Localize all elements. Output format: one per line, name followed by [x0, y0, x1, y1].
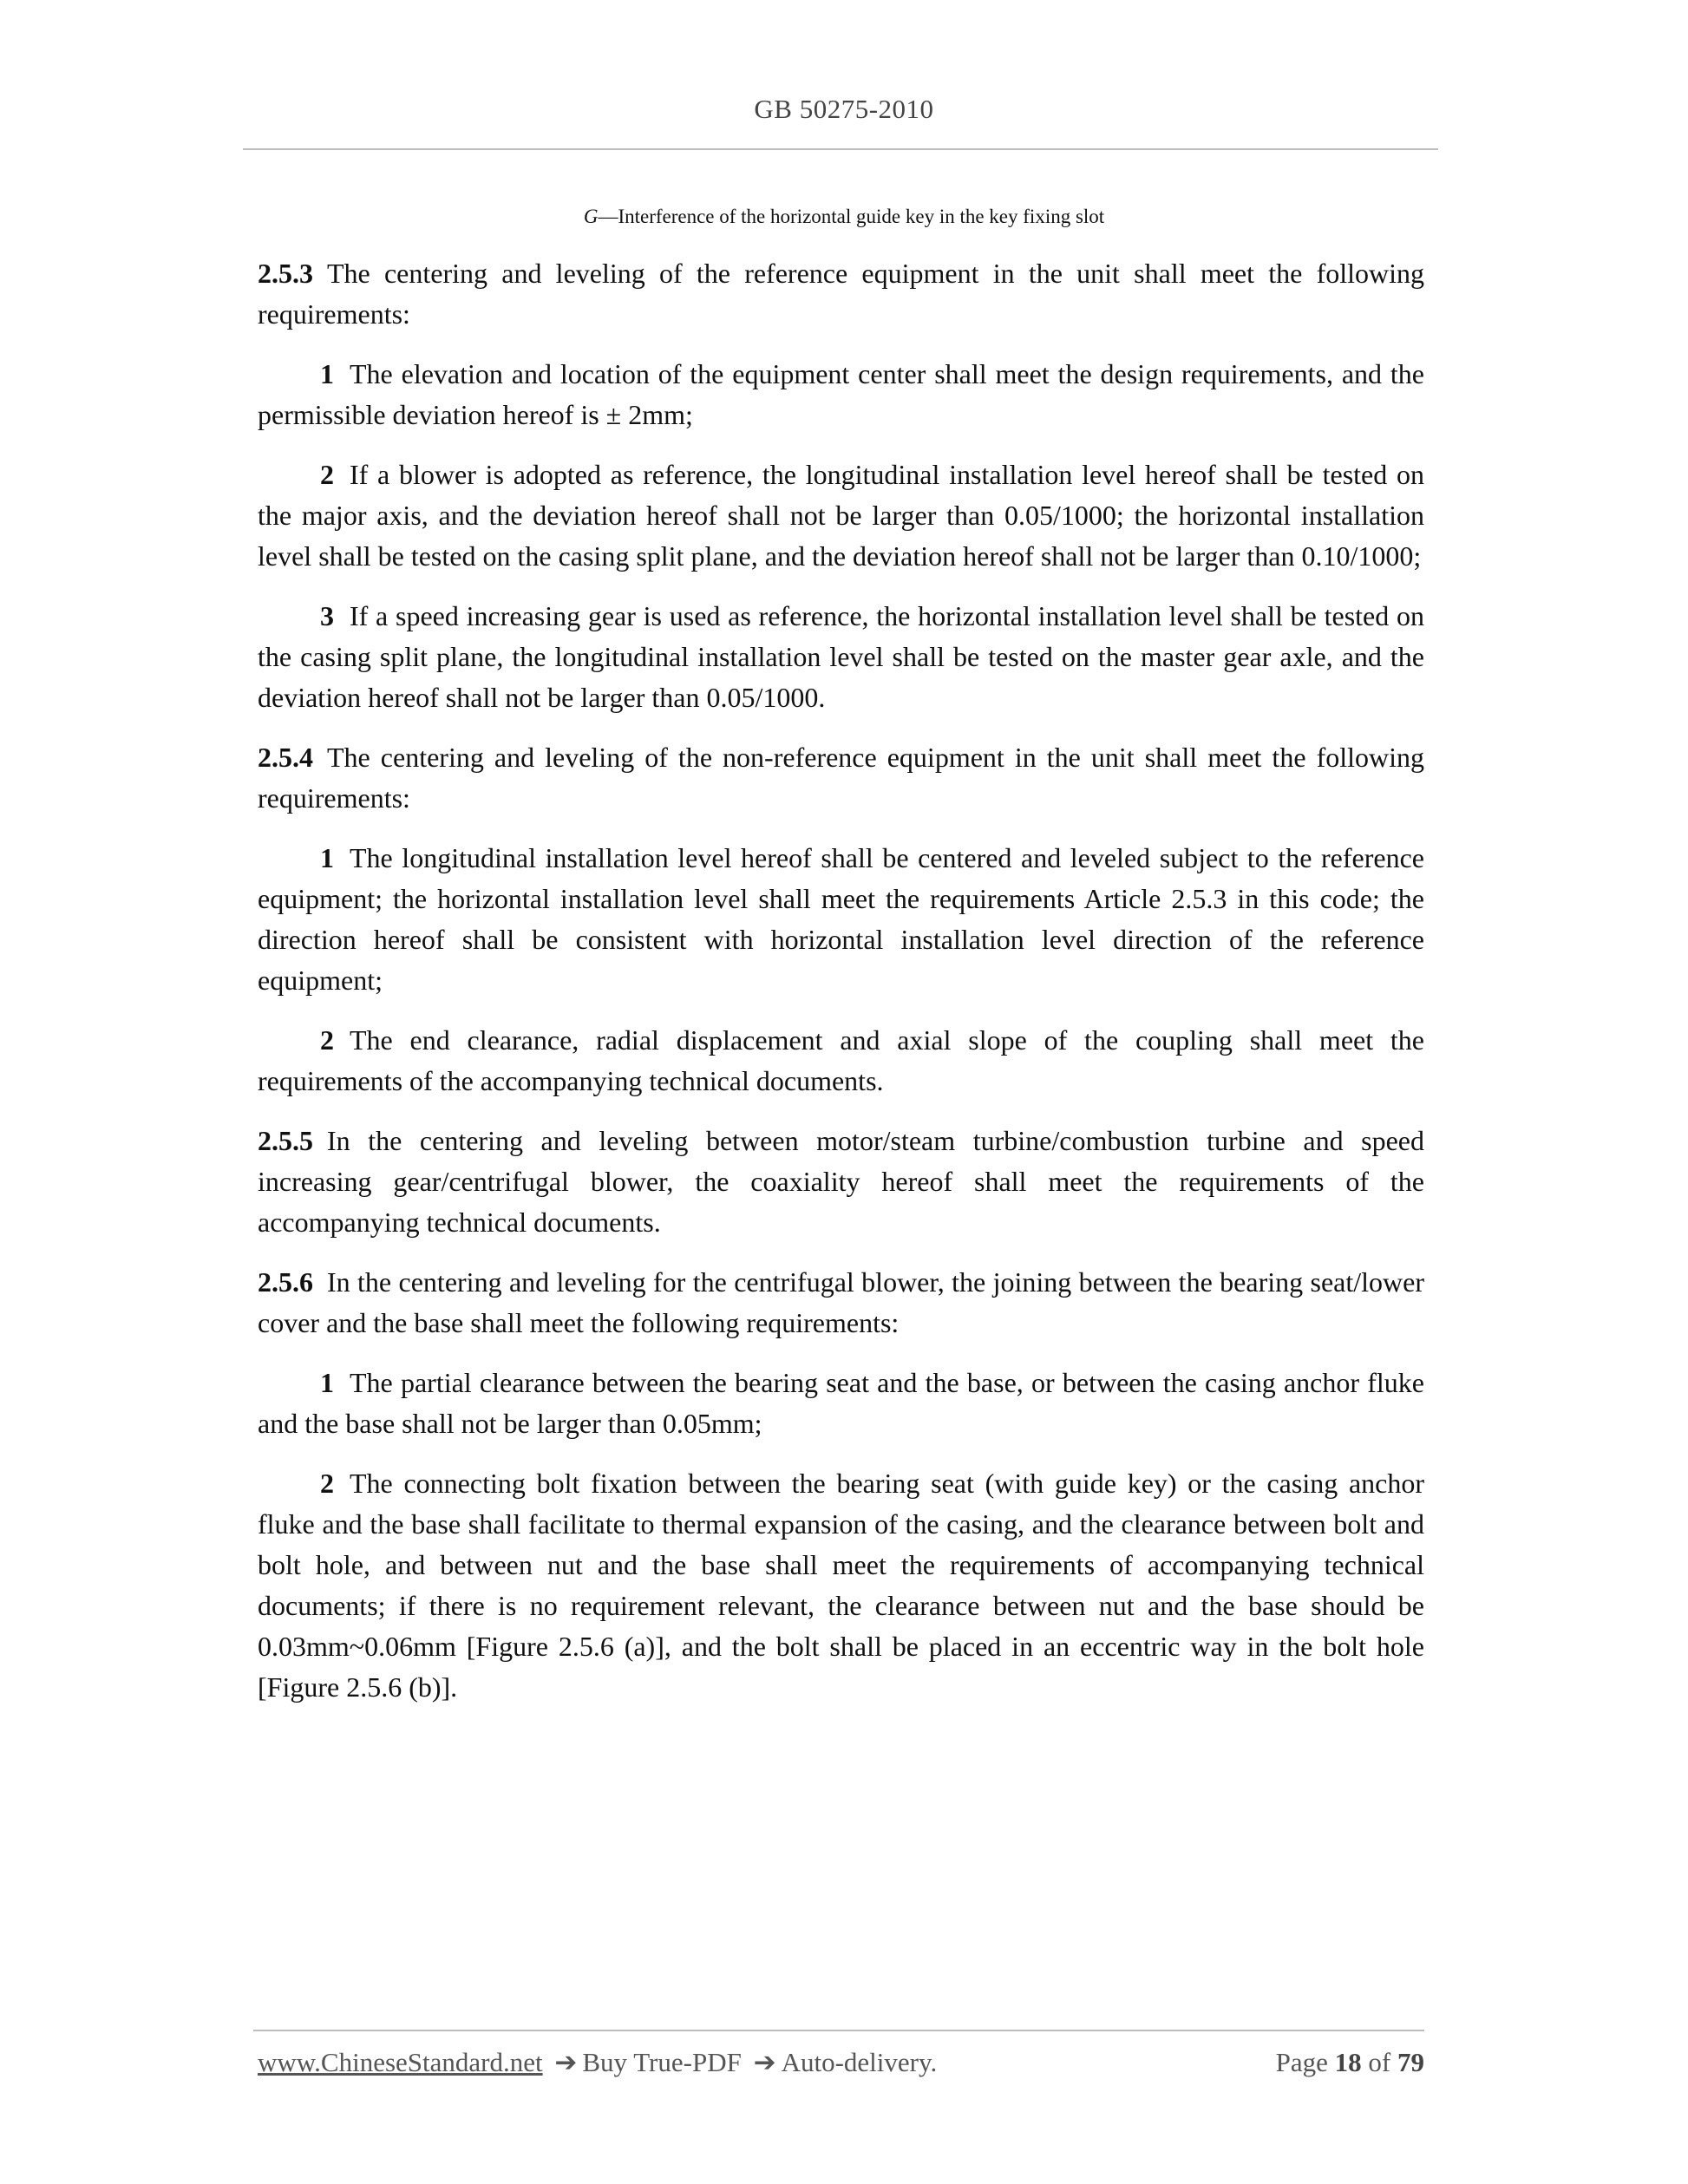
list-item — [258, 1363, 1424, 1444]
item-number: 1 — [320, 358, 334, 389]
list-item — [258, 838, 1424, 1001]
item-text: If a blower is adopted as reference, the longitudinal installation level hereof shall be tested on the major axis, and the deviation hereof shall not be larger than 0.05/1000; the horizontal installation level shall be tested on the casing split plane, and the deviation hereof shall not be larger than 0.10/1000; — [258, 459, 1424, 572]
list-item — [258, 454, 1424, 577]
item-text: If a speed increasing gear is used as reference, the horizontal installation level shall be tested on the casing split plane, the longitudinal installation level shall be tested on the master gear axle, and the deviation hereof shall not be larger than 0.05/1000. — [258, 600, 1424, 713]
item-text: The end clearance, radial displacement and axial slope of the coupling shall meet the requirements of the accompanying technical documents. — [258, 1024, 1424, 1096]
list-item — [258, 354, 1424, 435]
page-total: 79 — [1397, 2047, 1424, 2077]
page-label: Page — [1275, 2047, 1328, 2077]
item-number: 2 — [320, 1024, 334, 1056]
caption-text: —Interference of the horizontal guide key in the key fixing slot — [598, 206, 1105, 227]
page-number — [1276, 2047, 1424, 2078]
header-divider — [243, 148, 1438, 150]
list-item — [258, 596, 1424, 718]
clause-text: In the centering and leveling between motor/steam turbine/combustion turbine and speed increasing gear/centrifugal blower, the coaxiality hereof shall meet the requirements of the accompanying technical documents. — [258, 1125, 1424, 1238]
figure-caption — [0, 206, 1688, 228]
item-number: 3 — [320, 600, 334, 631]
item-text: The partial clearance between the bearing seat and the base, or between the casing anchor fluke and the base shall not be larger than 0.05mm; — [258, 1367, 1424, 1439]
clause-number: 2.5.5 — [258, 1125, 313, 1156]
clause-number: 2.5.6 — [258, 1266, 313, 1298]
clause-text: The centering and leveling of the reference equipment in the unit shall meet the following requirements: — [258, 258, 1424, 330]
footer-promo — [258, 2047, 937, 2078]
arrow-right-icon: ➔ — [753, 2047, 776, 2077]
item-number: 1 — [320, 842, 334, 873]
clause-2-5-5 — [258, 1121, 1424, 1243]
clause-number: 2.5.3 — [258, 258, 313, 289]
list-item — [258, 1020, 1424, 1102]
clause-text: The centering and leveling of the non-reference equipment in the unit shall meet the following requirements: — [258, 742, 1424, 814]
clause-2-5-4 — [258, 737, 1424, 819]
footer-divider — [253, 2030, 1424, 2031]
item-text: The elevation and location of the equipment center shall meet the design requirements, and the permissible deviation hereof is ± 2mm; — [258, 358, 1424, 430]
arrow-right-icon: ➔ — [554, 2047, 578, 2077]
page-footer — [258, 2047, 1424, 2078]
clause-2-5-6 — [258, 1262, 1424, 1344]
page-of-label: of — [1368, 2047, 1391, 2077]
item-number: 2 — [320, 459, 334, 490]
clause-text: In the centering and leveling for the centrifugal blower, the joining between the bearing seat/lower cover and the base shall meet the following requirements: — [258, 1266, 1424, 1338]
website-link[interactable]: www.ChineseStandard.net — [258, 2047, 543, 2077]
item-number: 1 — [320, 1367, 334, 1398]
document-body — [258, 253, 1424, 1727]
list-item — [258, 1463, 1424, 1708]
document-header-title: GB 50275-2010 — [754, 94, 934, 124]
clause-number: 2.5.4 — [258, 742, 313, 773]
auto-delivery-text: Auto-delivery. — [781, 2047, 938, 2077]
caption-symbol: G — [583, 206, 599, 227]
item-number: 2 — [320, 1468, 334, 1499]
clause-2-5-3 — [258, 253, 1424, 335]
buy-pdf-text: Buy True-PDF — [582, 2047, 742, 2077]
item-text: The longitudinal installation level hereof shall be centered and leveled subject to the reference equipment; the horizontal installation level shall meet the requirements Article 2.5.3 in this code; the direction hereof shall be consistent with horizontal installation level direction of the reference equipment; — [258, 842, 1424, 996]
page-current: 18 — [1334, 2047, 1362, 2077]
item-text: The connecting bolt fixation between the bearing seat (with guide key) or the casing anchor fluke and the base shall facilitate to thermal expansion of the casing, and the clearance between bolt and bolt hole, and between nut and the base shall meet the requirements of accompanying technical documents; if there is no requirement relevant, the clearance between nut and the base should be 0.03mm~0.06mm [Figure 2.5.6 (a)], and the bolt shall be placed in an eccentric way in the bolt hole [Figure 2.5.6 (b)]. — [258, 1468, 1424, 1703]
